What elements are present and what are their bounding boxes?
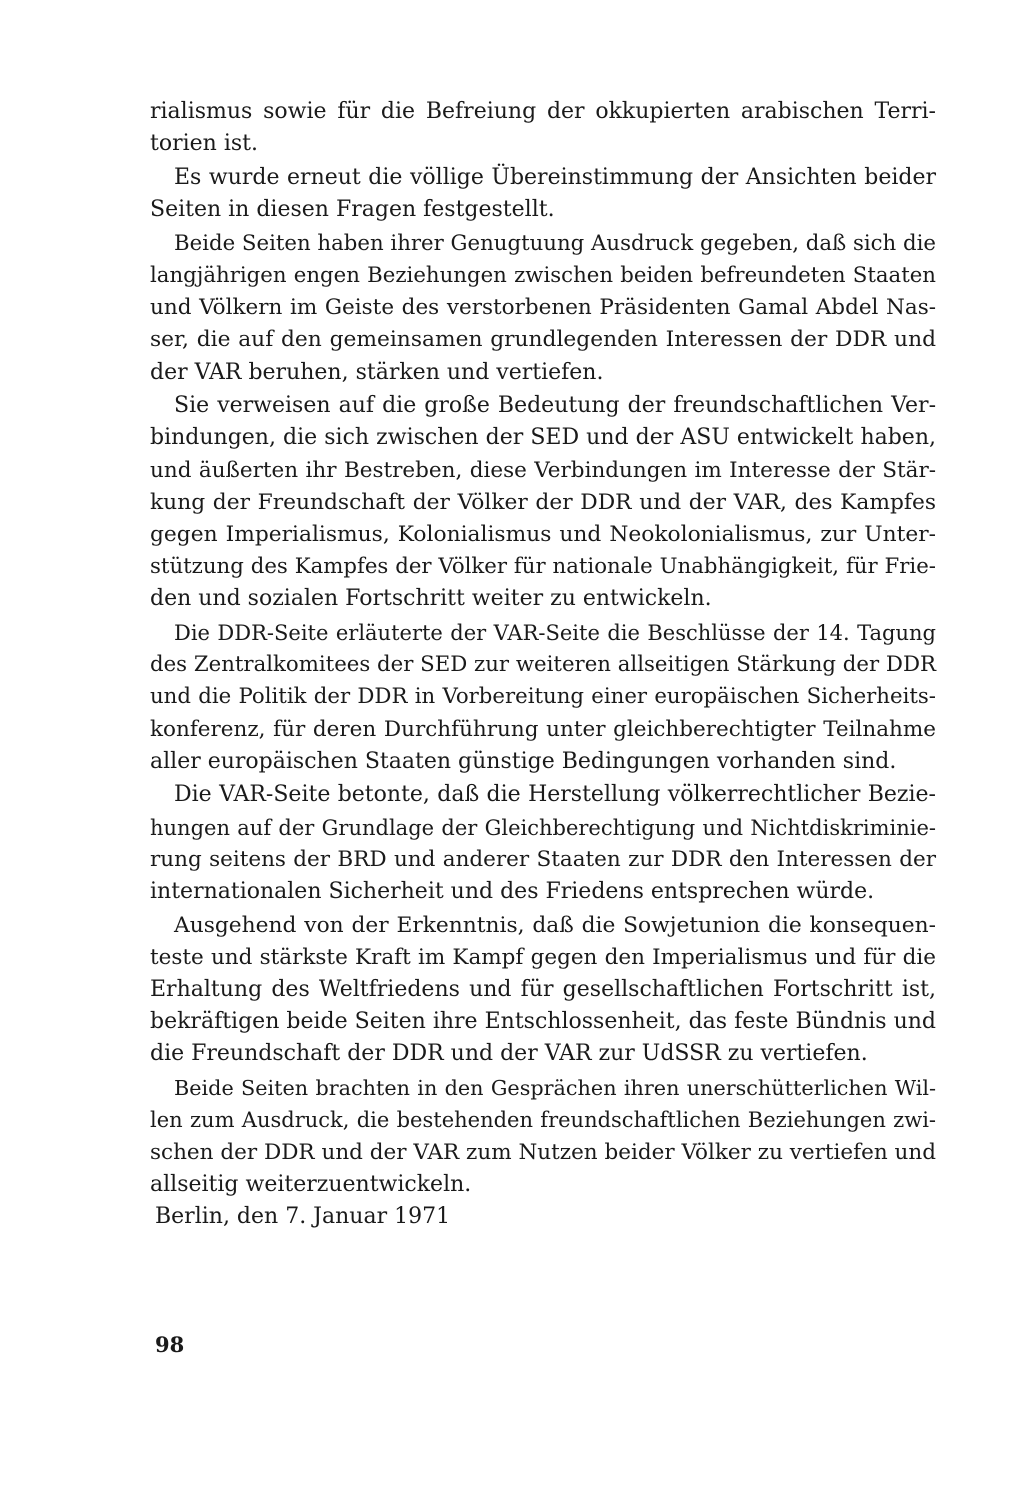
body-text — [150, 96, 936, 1201]
paragraph — [150, 617, 936, 778]
text-line: internationalen Sicherheit und des Friedens entsprechen würde. — [150, 879, 875, 904]
text-line: allseitig weiterzuentwickeln. — [150, 1171, 472, 1197]
text-line: des Zentralkomitees der SED zur weiteren allseitigen Stärkung der DDR — [150, 652, 936, 678]
text-line: Ausgehend von der Erkenntnis, daß die Sowjetunion die konsequen- — [174, 912, 936, 938]
text-line: Sie verweisen auf die große Bedeutung der freundschaftlichen Ver- — [174, 393, 936, 419]
paragraph — [150, 228, 936, 389]
text-line: hungen auf der Grundlage der Gleichberechtigung und Nichtdiskriminie- — [150, 815, 936, 840]
text-line: torien ist. — [150, 131, 258, 157]
text-line: gegen Imperialismus, Kolonialismus und Neokolonialismus, zur Unter- — [150, 521, 936, 547]
text-line: aller europäischen Staaten günstige Bedingungen vorhanden sind. — [150, 748, 897, 774]
text-line: bindungen, die sich zwischen der SED und der ASU entwickelt haben, — [150, 425, 936, 451]
text-line: und Völkern im Geiste des verstorbenen Präsidenten Gamal Abdel Nas- — [150, 295, 936, 321]
place-date-line: Berlin, den 7. Januar 1971 — [155, 1204, 451, 1229]
text-line: Es wurde erneut die völlige Übereinstimmung der Ansichten beider — [174, 164, 936, 190]
text-line: Beide Seiten haben ihrer Genugtuung Ausdruck gegeben, daß sich die — [174, 230, 936, 256]
text-line: langjährigen engen Beziehungen zwischen beiden befreundeten Staaten — [150, 262, 936, 288]
text-line: len zum Ausdruck, die bestehenden freundschaftlichen Beziehungen zwi- — [150, 1108, 936, 1133]
text-line: bekräftigen beide Seiten ihre Entschlossenheit, das feste Bündnis und — [150, 1009, 936, 1035]
paragraph — [150, 779, 936, 908]
text-line: rialismus sowie für die Befreiung der okkupierten arabischen Terri- — [150, 99, 936, 124]
text-line: Beide Seiten brachten in den Gesprächen ihren unerschütterlichen Wil- — [174, 1076, 936, 1101]
text-line: den und sozialen Fortschritt weiter zu entwickeln. — [150, 586, 712, 612]
text-line: Die VAR-Seite betonte, daß die Herstellung völkerrechtlicher Bezie- — [174, 782, 936, 808]
page-number: 98 — [155, 1332, 185, 1357]
text-line: und äußerten ihr Bestreben, diese Verbindungen im Interesse der Stär- — [150, 457, 936, 483]
paragraph — [150, 96, 936, 160]
text-line: der VAR beruhen, stärken und vertiefen. — [150, 359, 604, 385]
text-line: rung seitens der BRD und anderer Staaten zur DDR den Interessen der — [150, 846, 936, 872]
text-line: ser, die auf den gemeinsamen grundlegenden Interessen der DDR und — [150, 327, 936, 353]
paragraph — [150, 910, 936, 1071]
text-line: kung der Freundschaft der Völker der DDR und der VAR, des Kampfes — [150, 489, 936, 515]
paragraph — [150, 162, 936, 226]
text-line: und die Politik der DDR in Vorbereitung einer europäischen Sicherheits- — [150, 684, 936, 710]
text-line: die Freundschaft der DDR und der VAR zur UdSSR zu vertiefen. — [150, 1041, 868, 1067]
text-line: konferenz, für deren Durchführung unter gleichberechtigter Teilnahme — [150, 716, 936, 742]
paragraph — [150, 390, 936, 615]
text-line: teste und stärkste Kraft im Kampf gegen den Imperialismus und für die — [150, 944, 936, 970]
text-line: Die DDR-Seite erläuterte der VAR-Seite die Beschlüsse der 14. Tagung — [174, 621, 936, 645]
text-line: stützung des Kampfes der Völker für nationale Unabhängigkeit, für Frie- — [150, 554, 936, 580]
text-line: Erhaltung des Weltfriedens und für gesellschaftlichen Fortschritt ist, — [150, 977, 936, 1003]
text-line: schen der DDR und der VAR zum Nutzen beider Völker zu vertiefen und — [150, 1139, 936, 1165]
paragraph — [150, 1072, 936, 1201]
text-line: Seiten in diesen Fragen festgestellt. — [150, 197, 555, 223]
